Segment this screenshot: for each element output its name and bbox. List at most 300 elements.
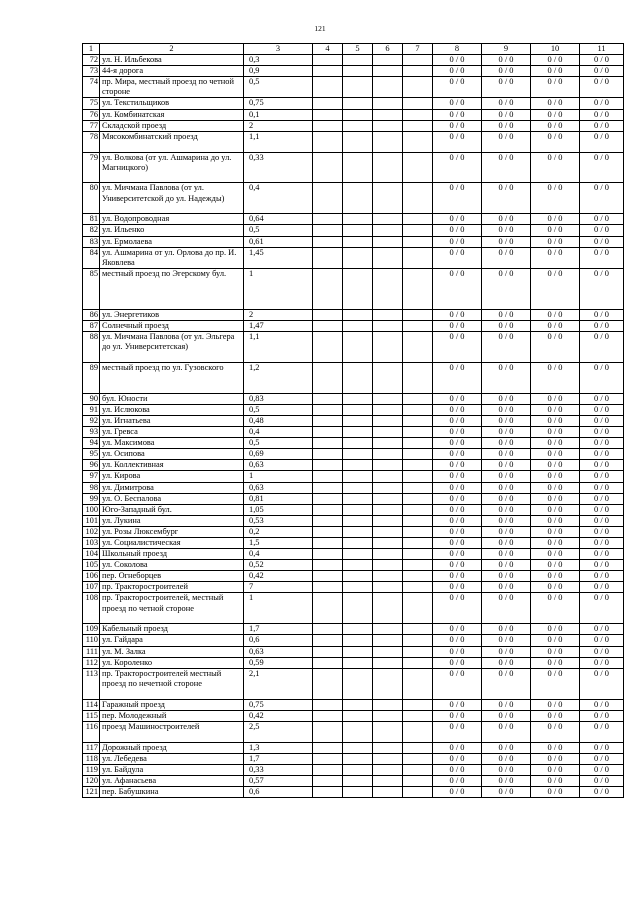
- value-cell: 0 / 0: [433, 109, 482, 120]
- empty-cell: [313, 404, 343, 415]
- value-cell: 0 / 0: [482, 582, 531, 593]
- row-number: 104: [83, 549, 100, 560]
- row-number: 108: [83, 593, 100, 624]
- empty-cell: [403, 460, 433, 471]
- row-number: 77: [83, 120, 100, 131]
- empty-cell: [313, 55, 343, 66]
- empty-cell: [313, 710, 343, 721]
- value-cell: 0 / 0: [580, 764, 624, 775]
- empty-cell: [373, 537, 403, 548]
- road-name: ул. Гайдара: [100, 635, 244, 646]
- empty-cell: [403, 183, 433, 214]
- empty-cell: [313, 152, 343, 183]
- table-row: [83, 493, 624, 504]
- value-cell: 0 / 0: [580, 449, 624, 460]
- empty-cell: [343, 721, 373, 742]
- value-cell: 0 / 0: [531, 183, 580, 214]
- empty-cell: [403, 214, 433, 225]
- value-cell: 0 / 0: [433, 309, 482, 320]
- empty-cell: [313, 320, 343, 331]
- empty-cell: [403, 236, 433, 247]
- road-length: 0,6: [244, 786, 313, 797]
- road-length: 0,6: [244, 635, 313, 646]
- table-row: [83, 753, 624, 764]
- empty-cell: [373, 624, 403, 635]
- row-number: 74: [83, 77, 100, 98]
- table-row: [83, 362, 624, 393]
- empty-cell: [373, 657, 403, 668]
- value-cell: 0 / 0: [531, 710, 580, 721]
- value-cell: 0 / 0: [531, 109, 580, 120]
- table-row: [83, 537, 624, 548]
- table-row: [83, 460, 624, 471]
- empty-cell: [373, 415, 403, 426]
- table-row: [83, 120, 624, 131]
- empty-cell: [343, 624, 373, 635]
- road-name: бул. Юности: [100, 393, 244, 404]
- empty-cell: [373, 98, 403, 109]
- empty-cell: [403, 753, 433, 764]
- row-number: 93: [83, 427, 100, 438]
- row-number: 96: [83, 460, 100, 471]
- empty-cell: [313, 77, 343, 98]
- road-length: 0,5: [244, 404, 313, 415]
- value-cell: 0 / 0: [580, 482, 624, 493]
- value-cell: 0 / 0: [580, 668, 624, 699]
- empty-cell: [313, 721, 343, 742]
- value-cell: 0 / 0: [580, 571, 624, 582]
- road-length: 0,4: [244, 549, 313, 560]
- road-name: ул. Лебедева: [100, 753, 244, 764]
- empty-cell: [403, 699, 433, 710]
- value-cell: 0 / 0: [580, 393, 624, 404]
- empty-cell: [343, 571, 373, 582]
- table-row: [83, 331, 624, 362]
- value-cell: 0 / 0: [580, 362, 624, 393]
- value-cell: 0 / 0: [531, 775, 580, 786]
- empty-cell: [343, 582, 373, 593]
- value-cell: 0 / 0: [433, 55, 482, 66]
- value-cell: 0 / 0: [580, 427, 624, 438]
- value-cell: 0 / 0: [433, 268, 482, 309]
- value-cell: 0 / 0: [433, 120, 482, 131]
- table-row: [83, 66, 624, 77]
- value-cell: 0 / 0: [580, 549, 624, 560]
- value-cell: 0 / 0: [531, 449, 580, 460]
- value-cell: 0 / 0: [433, 320, 482, 331]
- value-cell: 0 / 0: [482, 515, 531, 526]
- row-number: 80: [83, 183, 100, 214]
- empty-cell: [403, 225, 433, 236]
- value-cell: 0 / 0: [482, 526, 531, 537]
- value-cell: 0 / 0: [531, 560, 580, 571]
- empty-cell: [403, 721, 433, 742]
- table-row: [83, 131, 624, 152]
- empty-cell: [403, 247, 433, 268]
- value-cell: 0 / 0: [531, 786, 580, 797]
- empty-cell: [343, 109, 373, 120]
- value-cell: 0 / 0: [580, 624, 624, 635]
- value-cell: 0 / 0: [433, 247, 482, 268]
- value-cell: 0 / 0: [433, 549, 482, 560]
- road-name: ул. Текстильщиков: [100, 98, 244, 109]
- value-cell: 0 / 0: [580, 247, 624, 268]
- road-length: 0,63: [244, 482, 313, 493]
- row-number: 119: [83, 764, 100, 775]
- road-length: 1,1: [244, 331, 313, 362]
- value-cell: 0 / 0: [433, 635, 482, 646]
- road-name: ул. О. Беспалова: [100, 493, 244, 504]
- table-row: [83, 526, 624, 537]
- road-length: 0,2: [244, 526, 313, 537]
- value-cell: 0 / 0: [531, 98, 580, 109]
- empty-cell: [403, 775, 433, 786]
- value-cell: 0 / 0: [531, 427, 580, 438]
- value-cell: 0 / 0: [580, 515, 624, 526]
- value-cell: 0 / 0: [531, 742, 580, 753]
- value-cell: 0 / 0: [531, 460, 580, 471]
- value-cell: 0 / 0: [482, 471, 531, 482]
- road-name: ул. Лукина: [100, 515, 244, 526]
- empty-cell: [403, 268, 433, 309]
- empty-cell: [313, 635, 343, 646]
- empty-cell: [343, 77, 373, 98]
- value-cell: 0 / 0: [482, 635, 531, 646]
- row-number: 73: [83, 66, 100, 77]
- value-cell: 0 / 0: [482, 309, 531, 320]
- value-cell: 0 / 0: [531, 77, 580, 98]
- empty-cell: [313, 571, 343, 582]
- value-cell: 0 / 0: [433, 624, 482, 635]
- value-cell: 0 / 0: [482, 268, 531, 309]
- empty-cell: [373, 109, 403, 120]
- empty-cell: [313, 225, 343, 236]
- empty-cell: [373, 742, 403, 753]
- empty-cell: [373, 225, 403, 236]
- empty-cell: [403, 131, 433, 152]
- empty-cell: [313, 109, 343, 120]
- row-number: 110: [83, 635, 100, 646]
- empty-cell: [373, 471, 403, 482]
- road-length: 2,1: [244, 668, 313, 699]
- value-cell: 0 / 0: [433, 131, 482, 152]
- empty-cell: [373, 320, 403, 331]
- empty-cell: [373, 77, 403, 98]
- empty-cell: [403, 526, 433, 537]
- value-cell: 0 / 0: [482, 753, 531, 764]
- road-length: 1,47: [244, 320, 313, 331]
- value-cell: 0 / 0: [482, 247, 531, 268]
- road-length: 1: [244, 471, 313, 482]
- row-number: 89: [83, 362, 100, 393]
- empty-cell: [373, 504, 403, 515]
- value-cell: 0 / 0: [531, 309, 580, 320]
- road-name: ул. Ашмарина от ул. Орлова до пр. И. Яковлева: [100, 247, 244, 268]
- empty-cell: [313, 624, 343, 635]
- table-row: [83, 77, 624, 98]
- table-row: [83, 786, 624, 797]
- column-header-10: 10: [531, 44, 580, 55]
- empty-cell: [403, 309, 433, 320]
- table-row: [83, 593, 624, 624]
- value-cell: 0 / 0: [531, 331, 580, 362]
- value-cell: 0 / 0: [580, 786, 624, 797]
- value-cell: 0 / 0: [482, 657, 531, 668]
- value-cell: 0 / 0: [580, 109, 624, 120]
- empty-cell: [373, 582, 403, 593]
- value-cell: 0 / 0: [482, 98, 531, 109]
- empty-cell: [343, 131, 373, 152]
- empty-cell: [373, 404, 403, 415]
- empty-cell: [313, 98, 343, 109]
- road-length: 0,53: [244, 515, 313, 526]
- value-cell: 0 / 0: [531, 66, 580, 77]
- value-cell: 0 / 0: [433, 438, 482, 449]
- table-row: [83, 742, 624, 753]
- empty-cell: [373, 247, 403, 268]
- empty-cell: [373, 721, 403, 742]
- table-row: [83, 699, 624, 710]
- road-name: ул. Н. Ильбекова: [100, 55, 244, 66]
- empty-cell: [313, 362, 343, 393]
- empty-cell: [343, 236, 373, 247]
- empty-cell: [343, 449, 373, 460]
- row-number: 120: [83, 775, 100, 786]
- road-name: ул. Кирова: [100, 471, 244, 482]
- row-number: 90: [83, 393, 100, 404]
- value-cell: 0 / 0: [433, 710, 482, 721]
- road-name: Юго-Западный бул.: [100, 504, 244, 515]
- value-cell: 0 / 0: [482, 460, 531, 471]
- empty-cell: [313, 427, 343, 438]
- empty-cell: [343, 710, 373, 721]
- empty-cell: [403, 471, 433, 482]
- table-row: [83, 109, 624, 120]
- row-number: 105: [83, 560, 100, 571]
- empty-cell: [343, 120, 373, 131]
- value-cell: 0 / 0: [531, 55, 580, 66]
- value-cell: 0 / 0: [433, 668, 482, 699]
- page-number: 121: [314, 24, 326, 33]
- row-number: 117: [83, 742, 100, 753]
- empty-cell: [403, 98, 433, 109]
- road-name: пр. Тракторостроителей: [100, 582, 244, 593]
- value-cell: 0 / 0: [531, 593, 580, 624]
- table-row: [83, 710, 624, 721]
- empty-cell: [403, 438, 433, 449]
- value-cell: 0 / 0: [433, 775, 482, 786]
- road-name: Гаражный проезд: [100, 699, 244, 710]
- road-name: ул. Байдула: [100, 764, 244, 775]
- table-row: [83, 549, 624, 560]
- road-name: ул. Гревса: [100, 427, 244, 438]
- row-number: 116: [83, 721, 100, 742]
- empty-cell: [403, 764, 433, 775]
- road-length: 0,75: [244, 98, 313, 109]
- empty-cell: [343, 526, 373, 537]
- empty-cell: [373, 55, 403, 66]
- empty-cell: [313, 120, 343, 131]
- empty-cell: [403, 331, 433, 362]
- road-name: ул. Ислюкова: [100, 404, 244, 415]
- table-row: [83, 404, 624, 415]
- empty-cell: [403, 77, 433, 98]
- road-name: пер. Бабушкина: [100, 786, 244, 797]
- row-number: 87: [83, 320, 100, 331]
- empty-cell: [343, 427, 373, 438]
- value-cell: 0 / 0: [580, 504, 624, 515]
- empty-cell: [313, 460, 343, 471]
- value-cell: 0 / 0: [433, 721, 482, 742]
- empty-cell: [373, 449, 403, 460]
- empty-cell: [403, 560, 433, 571]
- empty-cell: [343, 183, 373, 214]
- value-cell: 0 / 0: [433, 582, 482, 593]
- value-cell: 0 / 0: [531, 438, 580, 449]
- value-cell: 0 / 0: [580, 183, 624, 214]
- table-row: [83, 438, 624, 449]
- value-cell: 0 / 0: [433, 515, 482, 526]
- empty-cell: [373, 268, 403, 309]
- value-cell: 0 / 0: [433, 427, 482, 438]
- empty-cell: [403, 624, 433, 635]
- road-name: ул. Социалистическая: [100, 537, 244, 548]
- value-cell: 0 / 0: [531, 236, 580, 247]
- table-row: [83, 635, 624, 646]
- empty-cell: [403, 549, 433, 560]
- empty-cell: [403, 504, 433, 515]
- value-cell: 0 / 0: [433, 460, 482, 471]
- empty-cell: [373, 214, 403, 225]
- value-cell: 0 / 0: [580, 721, 624, 742]
- table-row: [83, 721, 624, 742]
- value-cell: 0 / 0: [531, 225, 580, 236]
- road-length: 7: [244, 582, 313, 593]
- value-cell: 0 / 0: [482, 236, 531, 247]
- value-cell: 0 / 0: [580, 309, 624, 320]
- road-length: 1,3: [244, 742, 313, 753]
- empty-cell: [343, 764, 373, 775]
- value-cell: 0 / 0: [580, 657, 624, 668]
- empty-cell: [403, 55, 433, 66]
- value-cell: 0 / 0: [580, 646, 624, 657]
- empty-cell: [403, 152, 433, 183]
- table-row: [83, 320, 624, 331]
- empty-cell: [313, 66, 343, 77]
- row-number: 84: [83, 247, 100, 268]
- empty-cell: [373, 635, 403, 646]
- empty-cell: [403, 786, 433, 797]
- column-header-9: 9: [482, 44, 531, 55]
- value-cell: 0 / 0: [531, 268, 580, 309]
- row-number: 72: [83, 55, 100, 66]
- road-length: 1,2: [244, 362, 313, 393]
- road-name: ул. Мичмана Павлова (от ул. Университетской до ул. Надежды): [100, 183, 244, 214]
- value-cell: 0 / 0: [433, 183, 482, 214]
- header-row: [83, 44, 624, 55]
- row-number: 86: [83, 309, 100, 320]
- value-cell: 0 / 0: [433, 214, 482, 225]
- empty-cell: [373, 764, 403, 775]
- value-cell: 0 / 0: [580, 66, 624, 77]
- empty-cell: [313, 742, 343, 753]
- empty-cell: [343, 268, 373, 309]
- table-row: [83, 55, 624, 66]
- empty-cell: [313, 247, 343, 268]
- empty-cell: [373, 710, 403, 721]
- empty-cell: [373, 668, 403, 699]
- empty-cell: [373, 775, 403, 786]
- value-cell: 0 / 0: [482, 183, 531, 214]
- road-name: проезд Машиностроителей: [100, 721, 244, 742]
- empty-cell: [373, 526, 403, 537]
- value-cell: 0 / 0: [482, 77, 531, 98]
- road-length: 0,63: [244, 460, 313, 471]
- table-row: [83, 309, 624, 320]
- value-cell: 0 / 0: [433, 646, 482, 657]
- road-name: пр. Тракторостроителей, местный проезд по четной стороне: [100, 593, 244, 624]
- column-header-1: 1: [83, 44, 100, 55]
- value-cell: 0 / 0: [580, 120, 624, 131]
- empty-cell: [403, 362, 433, 393]
- value-cell: 0 / 0: [433, 482, 482, 493]
- value-cell: 0 / 0: [482, 786, 531, 797]
- row-number: 99: [83, 493, 100, 504]
- road-length: 1,7: [244, 624, 313, 635]
- value-cell: 0 / 0: [482, 504, 531, 515]
- value-cell: 0 / 0: [482, 624, 531, 635]
- row-number: 107: [83, 582, 100, 593]
- road-name: ул. Короленко: [100, 657, 244, 668]
- empty-cell: [373, 438, 403, 449]
- empty-cell: [373, 236, 403, 247]
- road-length: 1,45: [244, 247, 313, 268]
- empty-cell: [403, 415, 433, 426]
- empty-cell: [403, 320, 433, 331]
- value-cell: 0 / 0: [482, 571, 531, 582]
- value-cell: 0 / 0: [482, 362, 531, 393]
- value-cell: 0 / 0: [531, 120, 580, 131]
- table-row: [83, 225, 624, 236]
- empty-cell: [343, 786, 373, 797]
- empty-cell: [373, 331, 403, 362]
- road-name: ул. Водопроводная: [100, 214, 244, 225]
- road-name: ул. Афанасьева: [100, 775, 244, 786]
- empty-cell: [373, 571, 403, 582]
- road-length: 1: [244, 268, 313, 309]
- empty-cell: [343, 635, 373, 646]
- road-length: 0,4: [244, 427, 313, 438]
- empty-cell: [343, 549, 373, 560]
- empty-cell: [373, 120, 403, 131]
- table-row: [83, 268, 624, 309]
- value-cell: 0 / 0: [433, 471, 482, 482]
- row-number: 97: [83, 471, 100, 482]
- empty-cell: [313, 549, 343, 560]
- table-row: [83, 236, 624, 247]
- empty-cell: [343, 504, 373, 515]
- row-number: 101: [83, 515, 100, 526]
- roads-table: [82, 43, 624, 798]
- empty-cell: [403, 66, 433, 77]
- empty-cell: [373, 131, 403, 152]
- empty-cell: [403, 582, 433, 593]
- value-cell: 0 / 0: [531, 646, 580, 657]
- value-cell: 0 / 0: [580, 131, 624, 152]
- column-header-11: 11: [580, 44, 624, 55]
- empty-cell: [373, 427, 403, 438]
- table-row: [83, 98, 624, 109]
